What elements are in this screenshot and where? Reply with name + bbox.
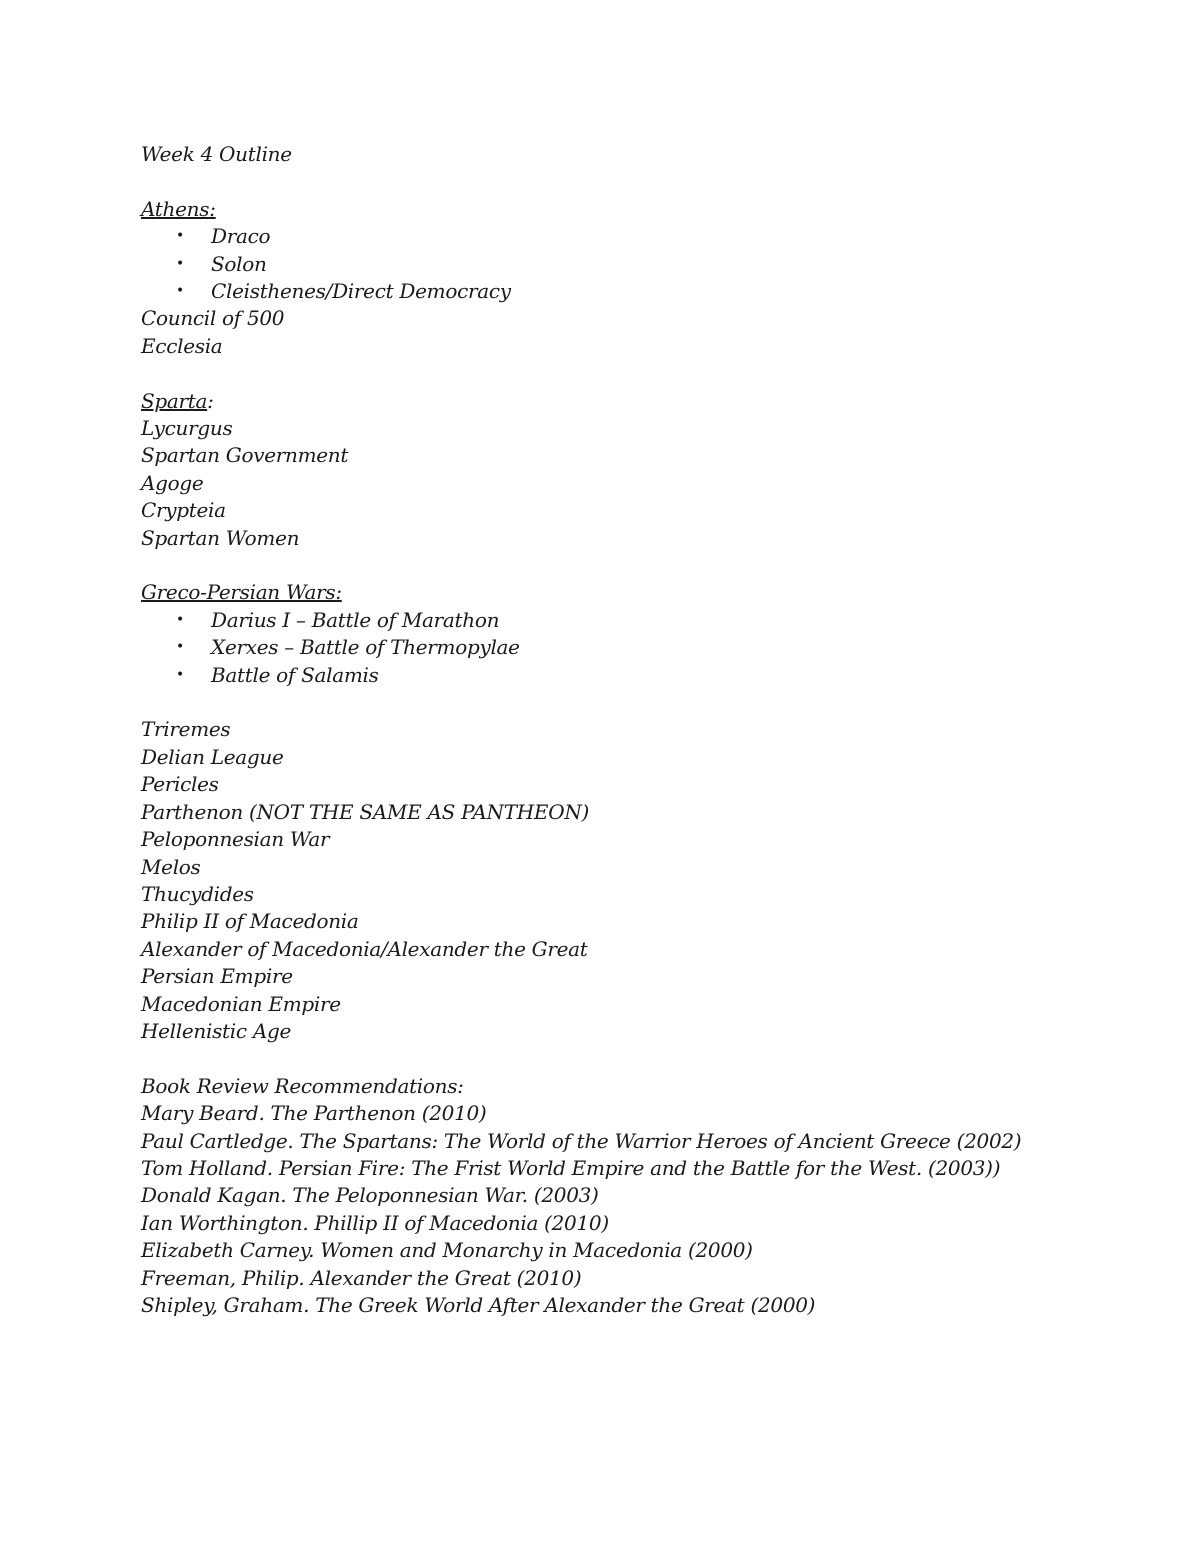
sparta-item: Crypteia	[141, 498, 226, 523]
book-review-item: Tom Holland. Persian Fire: The Frist World Empire and the Battle for the West. (2003))	[141, 1155, 1001, 1180]
list-item: • Battle of Salamis	[141, 662, 1101, 689]
topic-item: Alexander of Macedonia/Alexander the Great	[141, 936, 588, 961]
bullet-icon: •	[176, 639, 184, 656]
bullet-icon: •	[176, 228, 184, 245]
sparta-item: Spartan Government	[141, 443, 349, 468]
topic-item: Persian Empire	[141, 964, 293, 989]
topic-item: Macedonian Empire	[141, 991, 341, 1016]
topic-item: Thucydides	[141, 881, 254, 906]
spacer	[141, 552, 1101, 579]
topic-item: Peloponnesian War	[141, 827, 330, 852]
spacer	[141, 168, 1101, 195]
list-item: • Darius I – Battle of Marathon	[141, 607, 1101, 634]
list-item: • Cleisthenes/Direct Democracy	[141, 278, 1101, 305]
sparta-heading: Sparta:	[141, 388, 214, 413]
book-review-item: Mary Beard. The Parthenon (2010)	[141, 1101, 487, 1126]
athens-item: Council of 500	[141, 306, 285, 331]
book-review-item: Paul Cartledge. The Spartans: The World of the Warrior Heroes of Ancient Greece (2002)	[141, 1128, 1022, 1153]
bullet-icon: •	[176, 283, 184, 300]
topic-item: Philip II of Macedonia	[141, 909, 359, 934]
bullet-icon: •	[176, 666, 184, 683]
topic-item: Delian League	[141, 744, 284, 769]
list-item: • Solon	[141, 251, 1101, 278]
book-review-item: Ian Worthington. Phillip II of Macedonia (2010)	[141, 1210, 609, 1235]
sparta-item: Agoge	[141, 470, 204, 495]
sparta-item: Spartan Women	[141, 525, 300, 550]
bullet-icon: •	[176, 611, 184, 628]
spacer	[141, 689, 1101, 716]
bullet-icon: •	[176, 255, 184, 272]
book-review-item: Freeman, Philip. Alexander the Great (2010)	[141, 1265, 582, 1290]
topic-item: Parthenon (NOT THE SAME AS PANTHEON)	[141, 799, 590, 824]
greco-persian-heading: Greco-Persian Wars:	[141, 580, 342, 605]
athens-bullet-list	[141, 223, 1101, 305]
document-page	[141, 141, 1101, 1319]
book-review-item: Donald Kagan. The Peloponnesian War. (2003)	[141, 1183, 599, 1208]
athens-item: Ecclesia	[141, 333, 223, 358]
topic-item: Melos	[141, 854, 201, 879]
sparta-item: Lycurgus	[141, 416, 233, 441]
list-item: • Xerxes – Battle of Thermopylae	[141, 634, 1101, 661]
list-item: • Draco	[141, 223, 1101, 250]
topic-item: Pericles	[141, 772, 219, 797]
document-title: Week 4 Outline	[141, 142, 292, 166]
book-review-heading: Book Review Recommendations:	[141, 1073, 464, 1098]
topic-item: Triremes	[141, 717, 231, 742]
spacer	[141, 1045, 1101, 1072]
greco-persian-bullet-list	[141, 607, 1101, 689]
book-review-item: Shipley, Graham. The Greek World After Alexander the Great (2000)	[141, 1292, 816, 1317]
book-review-item: Elizabeth Carney. Women and Monarchy in Macedonia (2000)	[141, 1238, 753, 1263]
topic-item: Hellenistic Age	[141, 1018, 292, 1043]
spacer	[141, 360, 1101, 387]
athens-heading: Athens:	[141, 196, 216, 221]
